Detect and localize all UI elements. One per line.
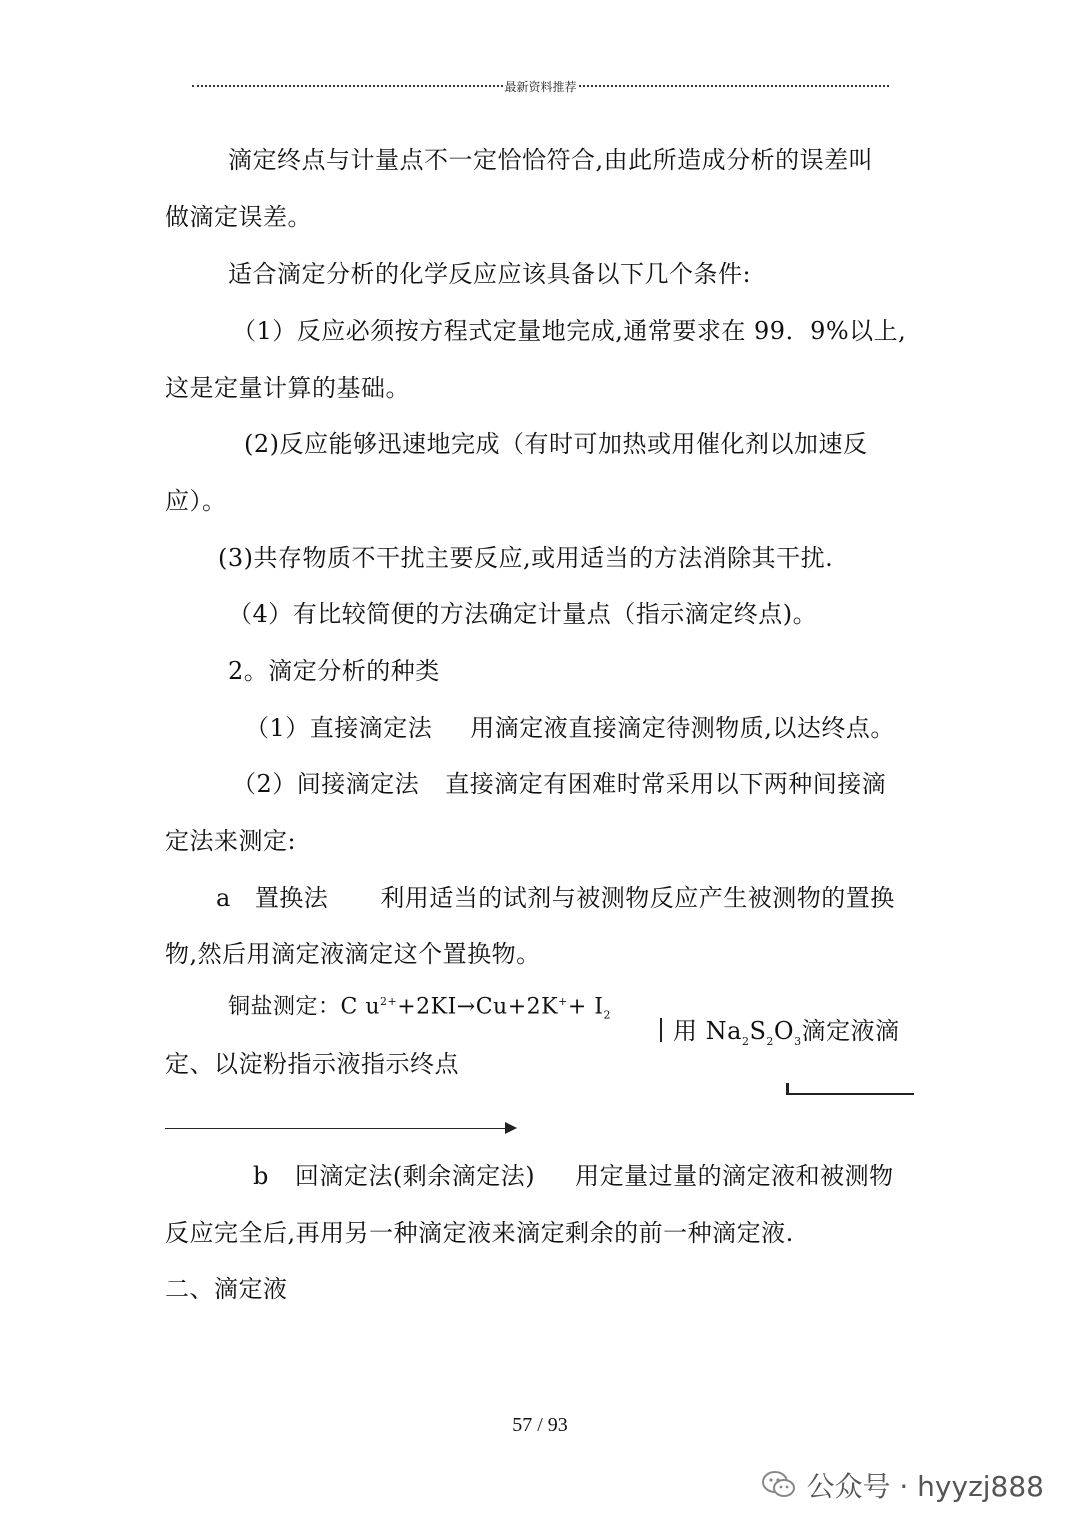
section-heading: 2。滴定分析的种类 <box>228 657 440 685</box>
paragraph-line: (2)反应能够迅速地完成（有时可加热或用催化剂以加速反 <box>244 430 868 458</box>
equation-mid: +2KI→Cu+2K <box>397 994 559 1020</box>
method-line <box>245 712 895 744</box>
header-text: 最新资料推荐 <box>504 79 577 94</box>
formula-sub: 2 <box>741 1034 750 1048</box>
paragraph-line: 这是定量计算的基础。 <box>165 374 410 402</box>
method-line <box>216 882 895 914</box>
section-heading: 二、滴定液 <box>165 1275 288 1303</box>
equation-line <box>228 986 611 1032</box>
arrow-head-icon <box>505 1122 517 1134</box>
bracket-line <box>660 1018 662 1042</box>
method-line <box>253 1160 894 1192</box>
paragraph-line: 物,然后用滴定液滴定这个置换物。 <box>165 940 541 968</box>
method-title: 回滴定法(剩余滴定法) <box>294 1162 536 1190</box>
item-letter: a <box>216 884 231 912</box>
method-desc: 利用适当的试剂与被测物反应产生被测物的置换 <box>380 884 895 912</box>
equation-prefix: 铜盐测定： <box>228 994 341 1020</box>
formula-s: S <box>749 1017 767 1045</box>
item-letter: b <box>253 1162 269 1190</box>
wechat-icon <box>762 1470 796 1500</box>
formula-sub: 3 <box>794 1034 802 1048</box>
method-desc: 用定量过量的滴定液和被测物 <box>575 1162 894 1190</box>
titrant-line <box>673 1015 900 1058</box>
paragraph-line: 做滴定误差。 <box>165 203 312 231</box>
header-dots-right <box>579 85 890 87</box>
equation-i: + I <box>567 994 604 1020</box>
page-number: 57 / 93 <box>512 1414 568 1436</box>
formula-sub: 2 <box>766 1034 774 1048</box>
method-desc: 直接滴定有困难时常采用以下两种间接滴 <box>445 770 887 798</box>
paragraph-line: 滴定终点与计量点不一定恰恰符合,由此所造成分析的误差叫 <box>228 146 874 174</box>
method-desc: 用滴定液直接滴定待测物质,以达终点。 <box>470 714 895 742</box>
equation-cu: C u <box>340 994 381 1020</box>
method-title: （2）间接滴定法 <box>232 770 420 798</box>
paragraph-line: （4）有比较简便的方法确定计量点（指示滴定终点)。 <box>228 600 818 628</box>
paragraph-line: （1）反应必须按方程式定量地完成,通常要求在 99．9%以上, <box>232 317 907 345</box>
equation-sup: 2+ <box>380 995 398 1008</box>
header-dots-left <box>192 85 503 87</box>
paragraph-line: 反应完全后,再用另一种滴定液来滴定剩余的前一种滴定液. <box>165 1219 794 1247</box>
method-title: （1）直接滴定法 <box>245 714 433 742</box>
paragraph-line: 应）。 <box>165 487 227 515</box>
formula-o: O <box>773 1017 795 1045</box>
arrow <box>165 1122 517 1136</box>
paragraph-line: (3)共存物质不干扰主要反应,或用适当的方法消除其干扰. <box>218 544 834 572</box>
equation-sub: 2 <box>603 1008 611 1022</box>
titrant-prefix: 用 Na <box>673 1017 742 1045</box>
paragraph-line: 适合滴定分析的化学反应应该具备以下几个条件: <box>228 260 752 288</box>
method-title: 置换法 <box>254 884 329 912</box>
equation-sup: + <box>558 995 568 1008</box>
paragraph-line: 定、以淀粉指示液指示终点 <box>165 1050 459 1078</box>
paragraph-line: 定法来测定: <box>165 827 297 855</box>
titrant-rest: 滴定液滴 <box>801 1017 900 1045</box>
header-rule <box>192 77 889 95</box>
watermark-text: 公众号 · hyyzj888 <box>806 1470 1044 1503</box>
method-line <box>232 768 886 800</box>
bracket-corner <box>786 1083 914 1097</box>
watermark <box>762 1465 1044 1505</box>
